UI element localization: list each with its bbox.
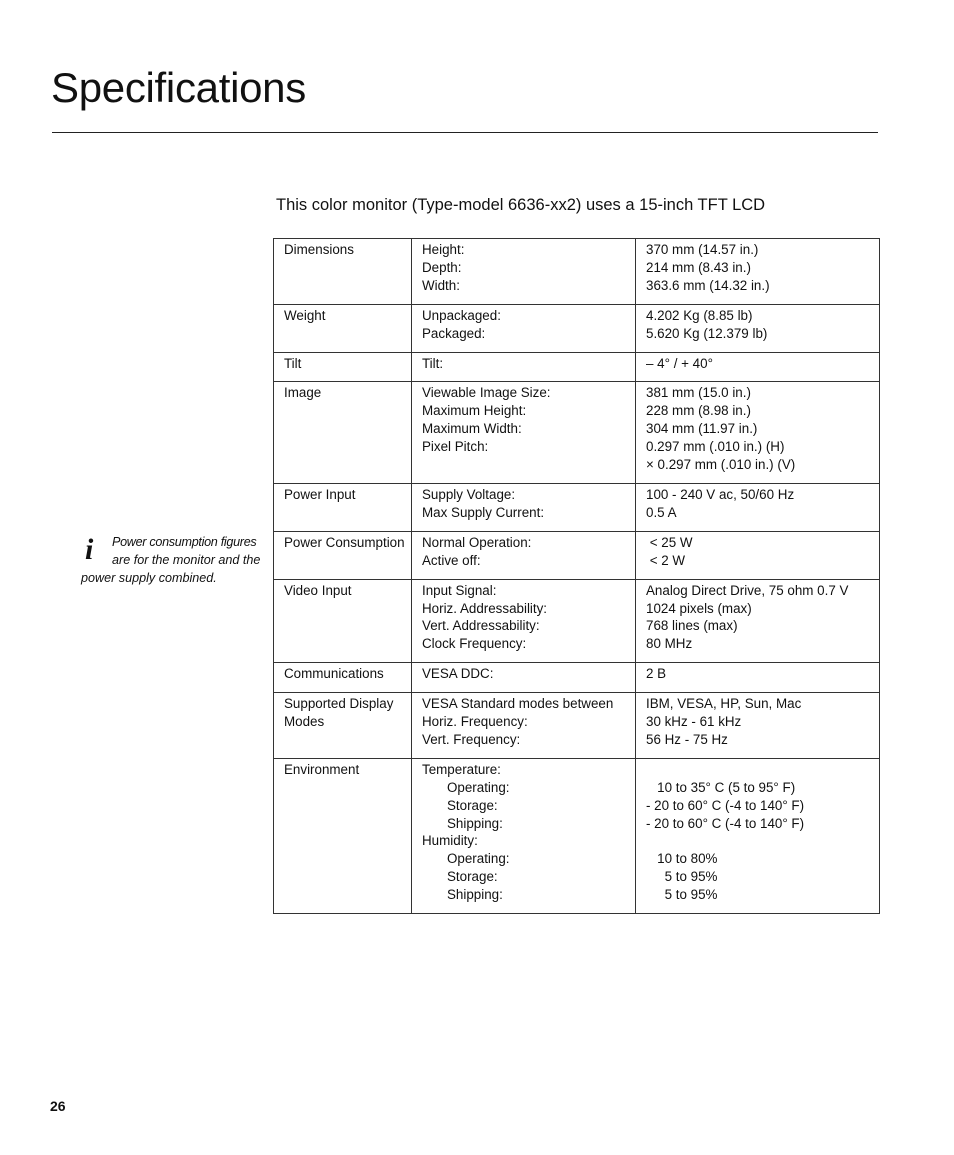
- spec-label: Storage:: [447, 869, 498, 885]
- spec-category: Video Input: [274, 579, 412, 663]
- spec-label: Horiz. Frequency:: [422, 714, 528, 730]
- spec-row: [274, 663, 880, 693]
- spec-label: Operating:: [447, 851, 510, 867]
- spec-value: 30 kHz - 61 kHz: [646, 714, 742, 730]
- spec-value: Analog Direct Drive, 75 ohm 0.7 V: [646, 582, 849, 598]
- spec-values: [636, 239, 880, 305]
- spec-labels: [412, 239, 636, 305]
- spec-value: 0.5 A: [646, 504, 677, 520]
- spec-label: Max Supply Current:: [422, 504, 545, 520]
- spec-values: [636, 663, 880, 693]
- spec-label: VESA Standard modes between: [422, 696, 614, 712]
- spec-value: 4.202 Kg (8.85 lb): [646, 307, 753, 323]
- spec-value: 10 to 80%: [646, 851, 718, 867]
- spec-label: Input Signal:: [422, 582, 497, 598]
- spec-value: < 25 W: [646, 534, 693, 550]
- spec-value: 214 mm (8.43 in.): [646, 259, 751, 275]
- spec-label: Width:: [422, 277, 460, 293]
- spec-labels: [412, 304, 636, 352]
- spec-label: Humidity:: [422, 833, 478, 849]
- title-divider: [52, 132, 878, 133]
- spec-category: Weight: [274, 304, 412, 352]
- spec-category: Power Input: [274, 483, 412, 531]
- spec-row: [274, 382, 880, 484]
- spec-value: 56 Hz - 75 Hz: [646, 731, 728, 747]
- spec-value: 80 MHz: [646, 636, 693, 652]
- spec-value: 370 mm (14.57 in.): [646, 242, 759, 257]
- info-i-icon: i: [85, 533, 94, 566]
- spec-values: [636, 579, 880, 663]
- spec-category: Tilt: [274, 352, 412, 382]
- spec-label: Temperature:: [422, 761, 501, 777]
- spec-value: IBM, VESA, HP, Sun, Mac: [646, 696, 802, 712]
- spec-value: 228 mm (8.98 in.): [646, 403, 751, 419]
- spec-value: 381 mm (15.0 in.): [646, 385, 751, 401]
- spec-value: 5.620 Kg (12.379 lb): [646, 325, 768, 341]
- spec-label: Shipping:: [447, 815, 503, 831]
- spec-value: 10 to 35° C (5 to 95° F): [646, 779, 796, 795]
- spec-value: 768 lines (max): [646, 618, 738, 634]
- spec-value: 304 mm (11.97 in.): [646, 421, 758, 437]
- spec-values: [636, 531, 880, 579]
- spec-label: Operating:: [447, 779, 510, 795]
- spec-labels: [412, 483, 636, 531]
- spec-row: [274, 579, 880, 663]
- spec-label: Tilt:: [422, 355, 444, 371]
- spec-labels: [412, 531, 636, 579]
- spec-category: Image: [274, 382, 412, 484]
- page-number: 26: [50, 1098, 66, 1114]
- spec-label: Maximum Width:: [422, 421, 522, 437]
- spec-value: [646, 832, 875, 850]
- spec-labels: [412, 579, 636, 663]
- spec-value: 2 B: [646, 666, 667, 682]
- spec-values: [636, 304, 880, 352]
- intro-text: This color monitor (Type-model 6636-xx2) uses a 15-inch TFT LCD: [276, 196, 766, 214]
- spec-category: Dimensions: [274, 239, 412, 305]
- spec-value: 0.297 mm (.010 in.) (H): [646, 439, 785, 455]
- spec-value: - 20 to 60° C (-4 to 140° F): [646, 797, 805, 813]
- spec-values: [636, 352, 880, 382]
- spec-row: [274, 531, 880, 579]
- side-note-line: are for the monitor and the: [112, 553, 261, 567]
- spec-value: [646, 761, 875, 779]
- spec-value: – 4° / + 40°: [646, 355, 713, 371]
- spec-value: 5 to 95%: [646, 887, 718, 903]
- spec-row: [274, 352, 880, 382]
- spec-labels: [412, 693, 636, 759]
- spec-label: Viewable Image Size:: [422, 385, 551, 401]
- spec-label: VESA DDC:: [422, 666, 494, 682]
- spec-labels: [412, 352, 636, 382]
- spec-label: Horiz. Addressability:: [422, 600, 548, 616]
- spec-value: 363.6 mm (14.32 in.): [646, 277, 770, 293]
- side-note-line: Power consumption figures: [112, 535, 257, 549]
- spec-label: Clock Frequency:: [422, 636, 527, 652]
- spec-category: Power Consumption: [274, 531, 412, 579]
- spec-labels: [412, 758, 636, 913]
- spec-category: Supported Display Modes: [274, 693, 412, 759]
- spec-value: × 0.297 mm (.010 in.) (V): [646, 457, 796, 473]
- side-note-line: power supply combined.: [81, 571, 217, 585]
- spec-label: Pixel Pitch:: [422, 439, 489, 455]
- spec-values: [636, 693, 880, 759]
- spec-values: [636, 483, 880, 531]
- spec-row: [274, 239, 880, 305]
- spec-label: Active off:: [422, 552, 481, 568]
- spec-row: [274, 693, 880, 759]
- spec-labels: [412, 663, 636, 693]
- spec-label: Packaged:: [422, 325, 486, 341]
- specifications-table: [273, 238, 880, 914]
- spec-category: Environment: [274, 758, 412, 913]
- spec-label: Vert. Addressability:: [422, 618, 540, 634]
- spec-label: Height:: [422, 242, 465, 257]
- spec-values: [636, 382, 880, 484]
- spec-label: Depth:: [422, 259, 462, 275]
- spec-row: [274, 758, 880, 913]
- specifications-table-body: [274, 239, 880, 914]
- page-title: Specifications: [51, 64, 306, 111]
- spec-value: - 20 to 60° C (-4 to 140° F): [646, 815, 805, 831]
- spec-row: [274, 483, 880, 531]
- spec-label: Supply Voltage:: [422, 486, 516, 502]
- spec-label: Maximum Height:: [422, 403, 527, 419]
- spec-value: 5 to 95%: [646, 869, 718, 885]
- spec-value: 100 - 240 V ac, 50/60 Hz: [646, 486, 795, 502]
- spec-value: < 2 W: [646, 552, 686, 568]
- spec-label: Normal Operation:: [422, 534, 532, 550]
- spec-category: Communications: [274, 663, 412, 693]
- spec-labels: [412, 382, 636, 484]
- spec-value: 1024 pixels (max): [646, 600, 752, 616]
- spec-row: [274, 304, 880, 352]
- spec-label: Unpackaged:: [422, 307, 501, 323]
- spec-label: Storage:: [447, 797, 498, 813]
- spec-values: [636, 758, 880, 913]
- spec-label: Vert. Frequency:: [422, 731, 521, 747]
- spec-label: Shipping:: [447, 887, 503, 903]
